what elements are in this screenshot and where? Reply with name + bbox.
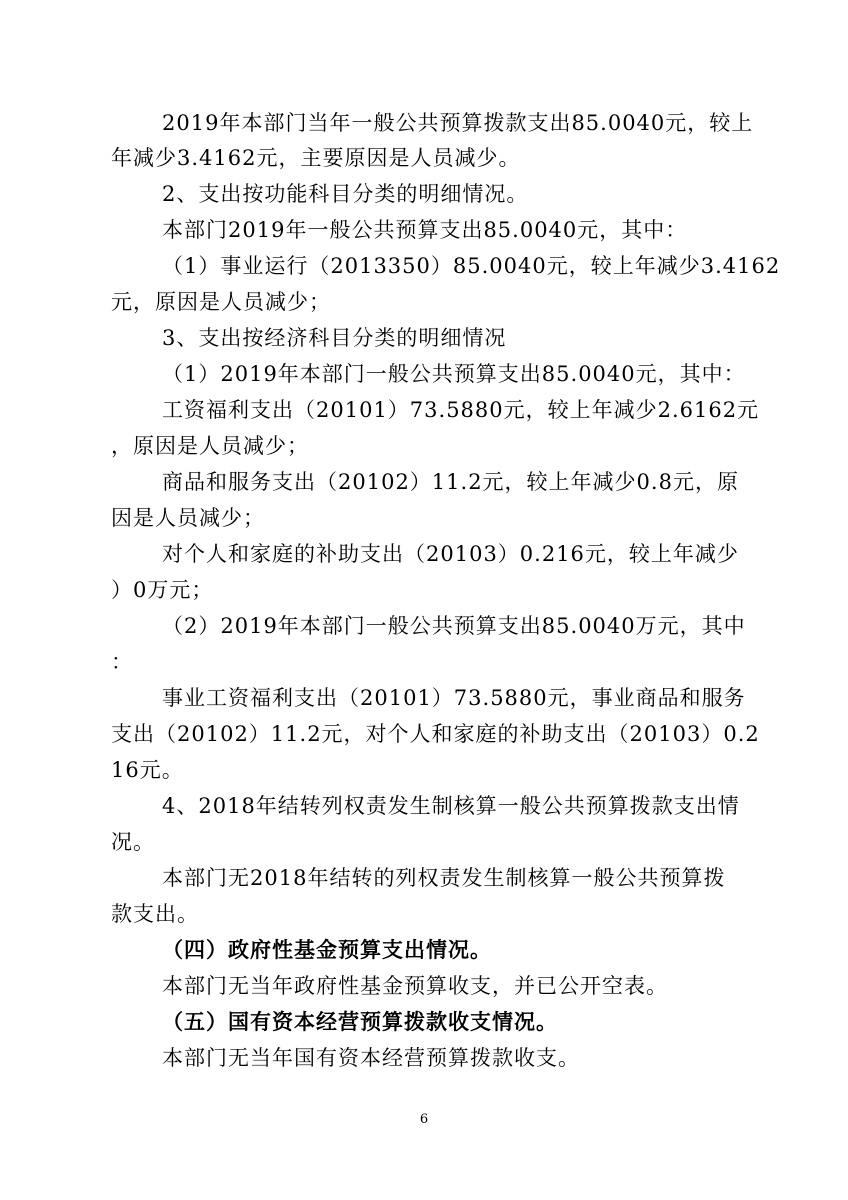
paragraph-line-15: （2）2019年本部门一般公共预算支出85.0040万元，其中 [162,614,746,638]
paragraph-line-14: ）0万元； [111,578,214,602]
paragraph-line-2: 年减少3.4162元，主要原因是人员减少。 [111,146,521,170]
paragraph-line-25: 本部门无当年政府性基金预算收支，并已公开空表。 [162,974,668,998]
section-heading-five: （五）国有资本经营预算拨款收支情况。 [162,1009,558,1034]
section-heading-4: 4、2018年结转列权责发生制核算一般公共预算拨款支出情 [162,794,740,818]
paragraph-line-10: ，原因是人员减少； [111,434,309,458]
paragraph-line-9: 工资福利支出（20101）73.5880元，较上年减少2.6162元 [162,398,760,422]
section-heading-4-cont: 况。 [111,830,155,854]
paragraph-line-22: 本部门无2018年结转的列权责发生制核算一般公共预算拨 [162,866,726,890]
paragraph-line-18: 支出（20102）11.2元，对个人和家庭的补助支出（20103）0.2 [111,722,760,746]
page-number: 6 [419,1112,429,1127]
paragraph-line-13: 对个人和家庭的补助支出（20103）0.216元，较上年减少 [162,542,739,566]
paragraph-line-12: 因是人员减少； [111,506,265,530]
paragraph-line-17: 事业工资福利支出（20101）73.5880元，事业商品和服务 [162,686,746,710]
paragraph-line-8: （1）2019年本部门一般公共预算支出85.0040元，其中： [162,362,746,386]
paragraph-line-11: 商品和服务支出（20102）11.2元，较上年减少0.8元，原 [162,470,739,494]
paragraph-line-1: 2019年本部门当年一般公共预算拨款支出85.0040元，较上 [162,111,754,135]
paragraph-line-16: ： [111,650,133,674]
section-heading-four: （四）政府性基金预算支出情况。 [162,937,492,962]
paragraph-line-19: 16元。 [111,758,184,782]
paragraph-line-6: 元，原因是人员减少； [111,290,331,314]
paragraph-line-27: 本部门无当年国有资本经营预算拨款收支。 [162,1046,580,1070]
paragraph-line-4: 本部门2019年一般公共预算支出85.0040元，其中： [162,218,688,242]
paragraph-line-23: 款支出。 [111,902,199,926]
section-heading-3: 3、支出按经济科目分类的明细情况 [162,326,507,350]
paragraph-line-5: （1）事业运行（2013350）85.0040元，较上年减少3.4162 [162,254,781,278]
section-heading-2: 2、支出按功能科目分类的明细情况。 [162,182,529,206]
